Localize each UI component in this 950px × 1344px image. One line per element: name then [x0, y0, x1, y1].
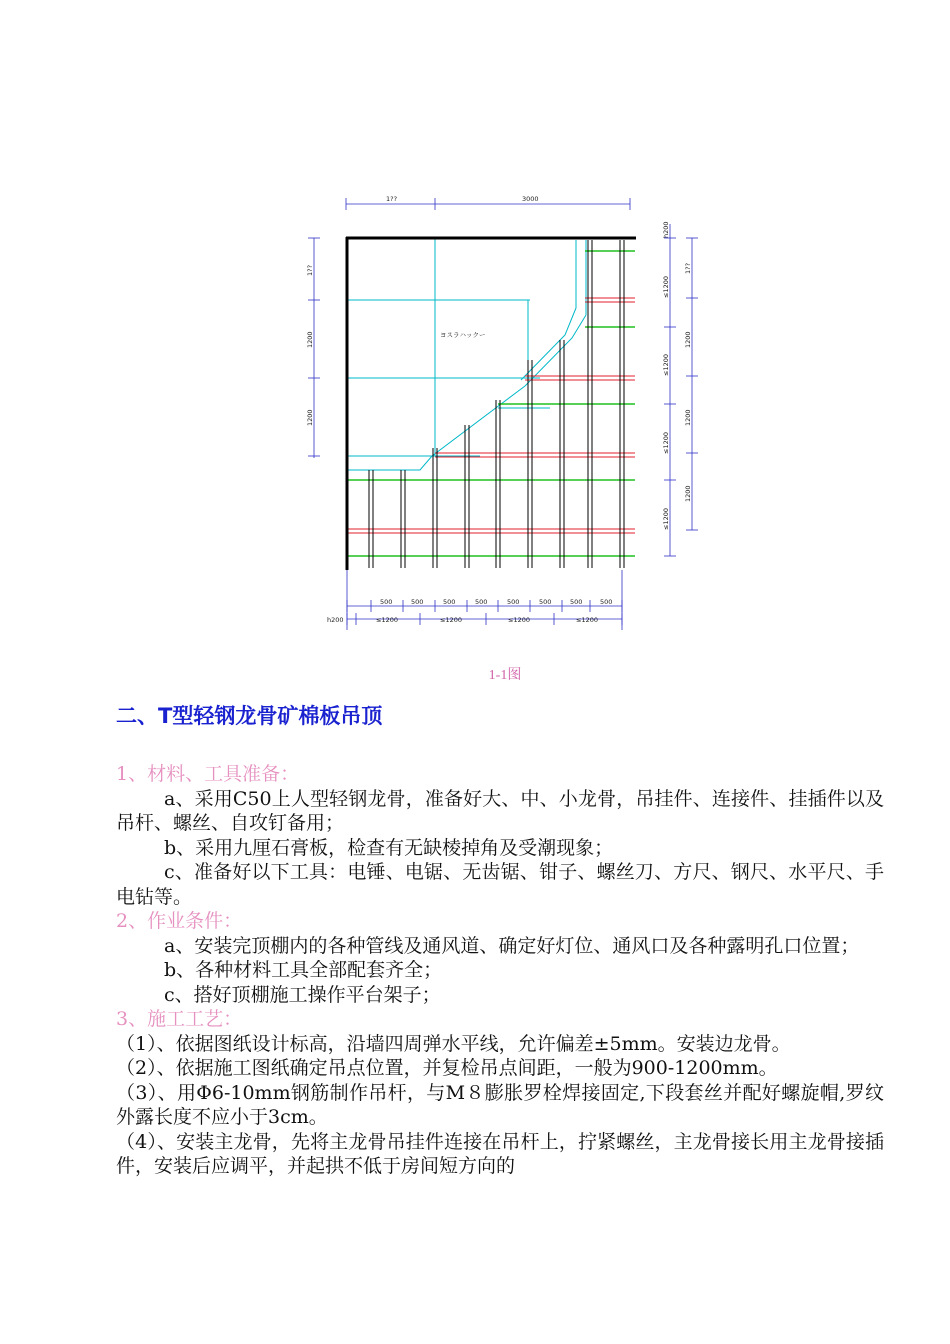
right-outer-dim-1: h200: [662, 221, 670, 238]
right-inner-dim-1: 1??: [684, 262, 692, 274]
dimension-lines: [308, 198, 698, 630]
left-dim-3: 1200: [306, 409, 314, 426]
right-outer-dim-5: ≤1200: [662, 508, 670, 530]
left-dim-1: 1??: [306, 264, 314, 276]
bottom-500-4: 500: [475, 598, 488, 606]
drawing-labels: [306, 195, 692, 624]
step-paragraph: （4）、安装主龙骨，先将主龙骨吊挂件连接在吊杆上，拧紧螺丝，主龙骨接长用主龙骨接插件，安装后应调平，并起拱不低于房间短方向的: [116, 1130, 884, 1177]
bottom-1200-2: ≤1200: [376, 616, 398, 624]
ceiling-layout-drawing: [300, 190, 700, 640]
cyan-panel-grid: [347, 238, 586, 470]
paragraph: c、准备好以下工具：电锤、电锯、无齿锯、钳子、螺丝刀、方尺、钢尺、水平尺、手电钻等。: [116, 861, 884, 908]
paragraph: a、采用C50上人型轻钢龙骨，准备好大、中、小龙骨，吊挂件、连接件、挂插件以及吊杆、螺丝、自攻钉备用；: [116, 787, 884, 834]
right-outer-dim-3: ≤1200: [662, 354, 670, 376]
top-dim-2: 3000: [522, 195, 539, 203]
right-inner-dim-3: 1200: [684, 409, 692, 426]
bottom-500-1: 500: [380, 598, 393, 606]
bottom-1200-4: ≤1200: [508, 616, 530, 624]
top-dim-1: 1??: [386, 195, 398, 203]
paragraph: c、搭好顶棚施工操作平台架子；: [164, 983, 441, 1006]
bottom-1200-1: h200: [327, 616, 344, 624]
right-outer-dim-4: ≤1200: [662, 432, 670, 454]
bottom-500-2: 500: [411, 598, 424, 606]
right-inner-dim-4: 1200: [684, 485, 692, 502]
document-body: [116, 762, 884, 1179]
left-dim-2: 1200: [306, 331, 314, 348]
subheading-materials: 1、材料、工具准备：: [116, 763, 300, 785]
room-label: ヨスラハックー: [440, 331, 486, 339]
right-inner-dim-2: 1200: [684, 331, 692, 348]
subheading-process: 3、施工工艺：: [116, 1008, 243, 1030]
bottom-500-8: 500: [600, 598, 613, 606]
paragraph: a、安装完顶棚内的各种管线及通风道、确定好灯位、通风口及各种露明孔口位置；: [164, 934, 860, 957]
step-paragraph: （1）、依据图纸设计标高，沿墙四周弹水平线，允许偏差±5mm。安装边龙骨。: [116, 1032, 791, 1055]
bottom-500-5: 500: [507, 598, 520, 606]
right-outer-dim-2: ≤1200: [662, 276, 670, 298]
bottom-1200-5: ≤1200: [576, 616, 598, 624]
bottom-500-3: 500: [443, 598, 456, 606]
bottom-1200-3: ≤1200: [440, 616, 462, 624]
paragraph: b、采用九厘石膏板，检查有无缺棱掉角及受潮现象；: [164, 836, 614, 859]
step-paragraph: （2）、依据施工图纸确定吊点位置，并复检吊点间距，一般为900-1200mm。: [116, 1057, 778, 1079]
subheading-conditions: 2、作业条件：: [116, 910, 243, 932]
section-title: 二、T型轻钢龙骨矿棉板吊顶: [116, 704, 383, 728]
figure-caption: 1-1图: [488, 668, 522, 683]
step-paragraph: （3）、用Φ6-10mm钢筋制作吊杆，与M８膨胀罗栓焊接固定,下段套丝并配好螺旋帽,罗纹外露长度不应小于3cm。: [116, 1081, 884, 1128]
paragraph: b、各种材料工具全部配套齐全；: [164, 959, 443, 981]
bottom-500-6: 500: [539, 598, 552, 606]
bottom-500-7: 500: [570, 598, 583, 606]
